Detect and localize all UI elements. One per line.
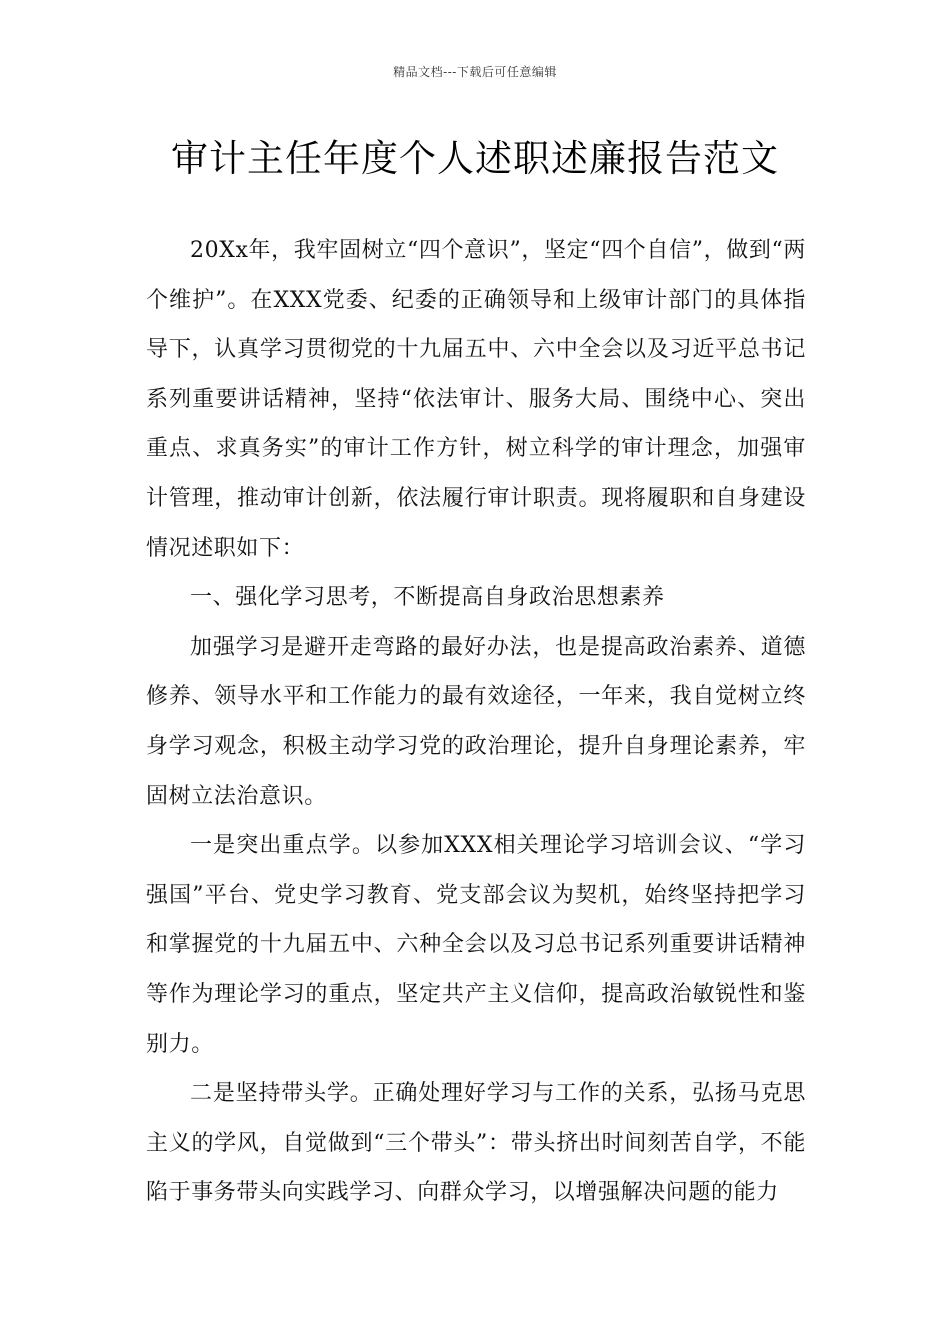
section-heading-1: 一、强化学习思考，不断提高自身政治思想素养	[190, 585, 665, 611]
header-note: 精品文档---下载后可任意编辑	[393, 65, 557, 79]
document-title: 审计主任年度个人述职述廉报告范文	[171, 137, 779, 180]
paragraph-point-1: 一是突出重点学。以参加XXX相关理论学习培训会议、“学习强国”平台、党史学习教育、党支部会议为契机，始终坚持把学习和掌握党的十九届五中、六种全会以及习总书记系列重要讲话精神等作为理论学习的重点，坚定共产主义信仰，提高政治敏锐性和鉴别力。	[146, 833, 806, 1057]
document-body	[146, 226, 806, 1218]
paragraph-study: 加强学习是避开走弯路的最好办法，也是提高政治素养、道德修养、领导水平和工作能力的最有效途径，一年来，我自觉树立终身学习观念，积极主动学习党的政治理论，提升自身理论素养，牢固树立法治意识。	[146, 634, 806, 809]
paragraph-intro: 20Xx年，我牢固树立“四个意识”，坚定“四个自信”，做到“两个维护”。在XXX党委、纪委的正确领导和上级审计部门的具体指导下，认真学习贯彻党的十九届五中、六中全会以及习近平总书记系列重要讲话精神，坚持“依法审计、服务大局、围绕中心、突出重点、求真务实”的审计工作方针，树立科学的审计理念，加强审计管理，推动审计创新，依法履行审计职责。现将履职和自身建设情况述职如下：	[146, 238, 806, 561]
paragraph-point-2: 二是坚持带头学。正确处理好学习与工作的关系，弘扬马克思主义的学风，自觉做到“三个带头”：带头挤出时间刻苦自学，不能陷于事务带头向实践学习、向群众学习，以增强解决问题的能力	[146, 1081, 806, 1206]
